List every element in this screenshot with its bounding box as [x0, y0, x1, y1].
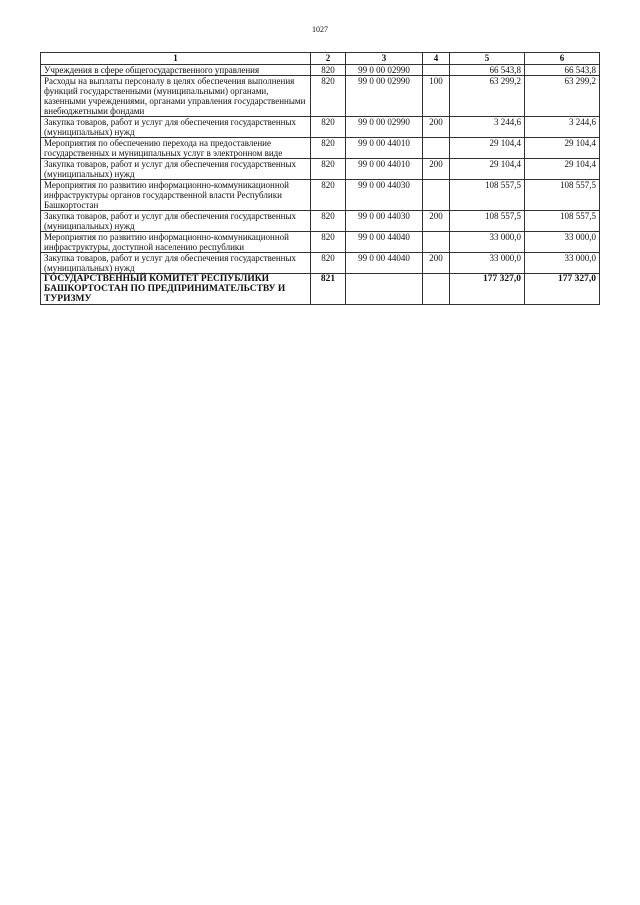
target-article-code: 99 0 00 02990 — [346, 117, 423, 138]
amount-column-5: 3 244,6 — [450, 117, 525, 138]
column-header: 2 — [311, 53, 346, 65]
target-article-code: 99 0 00 44010 — [346, 159, 423, 180]
target-article-code: 99 0 00 44040 — [346, 253, 423, 274]
line-item-name: Закупка товаров, работ и услуг для обеспечения государственных (муниципальных) нужд — [41, 253, 311, 274]
target-article-code: 99 0 00 44030 — [346, 211, 423, 232]
amount-column-5: 177 327,0 — [450, 274, 525, 305]
amount-column-5: 33 000,0 — [450, 232, 525, 253]
expense-type-code: 200 — [423, 117, 450, 138]
column-header: 5 — [450, 53, 525, 65]
ministry-code: 820 — [311, 76, 346, 117]
table-row — [41, 65, 600, 76]
amount-column-6: 66 543,8 — [525, 65, 600, 76]
table-row — [41, 211, 600, 232]
amount-column-5: 29 104,4 — [450, 159, 525, 180]
table-row — [41, 159, 600, 180]
ministry-code: 820 — [311, 65, 346, 76]
amount-column-6: 3 244,6 — [525, 117, 600, 138]
line-item-name: Закупка товаров, работ и услуг для обеспечения государственных (муниципальных) нужд — [41, 117, 311, 138]
column-header: 3 — [346, 53, 423, 65]
table-row — [41, 232, 600, 253]
amount-column-6: 29 104,4 — [525, 159, 600, 180]
line-item-name: Мероприятия по обеспечению перехода на предоставление государственных и муниципальных услуг в электронном виде — [41, 138, 311, 159]
target-article-code: 99 0 00 02990 — [346, 76, 423, 117]
target-article-code: 99 0 00 44010 — [346, 138, 423, 159]
table-header-row — [41, 53, 600, 65]
ministry-code: 820 — [311, 232, 346, 253]
table-row — [41, 180, 600, 211]
amount-column-6: 177 327,0 — [525, 274, 600, 305]
expense-type-code — [423, 65, 450, 76]
expense-type-code: 200 — [423, 159, 450, 180]
target-article-code — [346, 274, 423, 305]
target-article-code: 99 0 00 02990 — [346, 65, 423, 76]
table-body — [41, 65, 600, 305]
expense-type-code: 200 — [423, 211, 450, 232]
line-item-name: Закупка товаров, работ и услуг для обеспечения государственных (муниципальных) нужд — [41, 211, 311, 232]
budget-table — [40, 52, 600, 305]
expense-type-code — [423, 138, 450, 159]
amount-column-6: 108 557,5 — [525, 180, 600, 211]
ministry-code: 820 — [311, 159, 346, 180]
table-row — [41, 117, 600, 138]
amount-column-5: 63 299,2 — [450, 76, 525, 117]
expense-type-code: 200 — [423, 253, 450, 274]
expense-type-code — [423, 274, 450, 305]
page-number: 1027 — [312, 25, 328, 34]
table-row — [41, 138, 600, 159]
line-item-name: Расходы на выплаты персоналу в целях обеспечения выполнения функций государственными (муниципальными) органами, казенными учреждениями, органами управления государственными внебюджетными фондами — [41, 76, 311, 117]
ministry-code: 820 — [311, 211, 346, 232]
table-row — [41, 76, 600, 117]
line-item-name: Учреждения в сфере общегосударственного управления — [41, 65, 311, 76]
amount-column-5: 108 557,5 — [450, 211, 525, 232]
amount-column-5: 33 000,0 — [450, 253, 525, 274]
column-header: 4 — [423, 53, 450, 65]
amount-column-6: 33 000,0 — [525, 253, 600, 274]
line-item-name: ГОСУДАРСТВЕННЫЙ КОМИТЕТ РЕСПУБЛИКИ БАШКОРТОСТАН ПО ПРЕДПРИНИМАТЕЛЬСТВУ И ТУРИЗМУ — [41, 274, 311, 305]
expense-type-code — [423, 232, 450, 253]
amount-column-6: 63 299,2 — [525, 76, 600, 117]
table-row — [41, 274, 600, 305]
column-header: 6 — [525, 53, 600, 65]
expense-type-code — [423, 180, 450, 211]
line-item-name: Мероприятия по развитию информационно-коммуникационной инфраструктуры органов государственной власти Республики Башкортостан — [41, 180, 311, 211]
amount-column-5: 66 543,8 — [450, 65, 525, 76]
amount-column-5: 108 557,5 — [450, 180, 525, 211]
ministry-code: 820 — [311, 138, 346, 159]
ministry-code: 820 — [311, 117, 346, 138]
ministry-code: 820 — [311, 180, 346, 211]
expense-type-code: 100 — [423, 76, 450, 117]
amount-column-6: 29 104,4 — [525, 138, 600, 159]
ministry-code: 821 — [311, 274, 346, 305]
line-item-name: Мероприятия по развитию информационно-коммуникационной инфраструктуры, доступной населению республики — [41, 232, 311, 253]
target-article-code: 99 0 00 44030 — [346, 180, 423, 211]
table-row — [41, 253, 600, 274]
line-item-name: Закупка товаров, работ и услуг для обеспечения государственных (муниципальных) нужд — [41, 159, 311, 180]
amount-column-6: 108 557,5 — [525, 211, 600, 232]
amount-column-6: 33 000,0 — [525, 232, 600, 253]
ministry-code: 820 — [311, 253, 346, 274]
amount-column-5: 29 104,4 — [450, 138, 525, 159]
column-header: 1 — [41, 53, 311, 65]
target-article-code: 99 0 00 44040 — [346, 232, 423, 253]
